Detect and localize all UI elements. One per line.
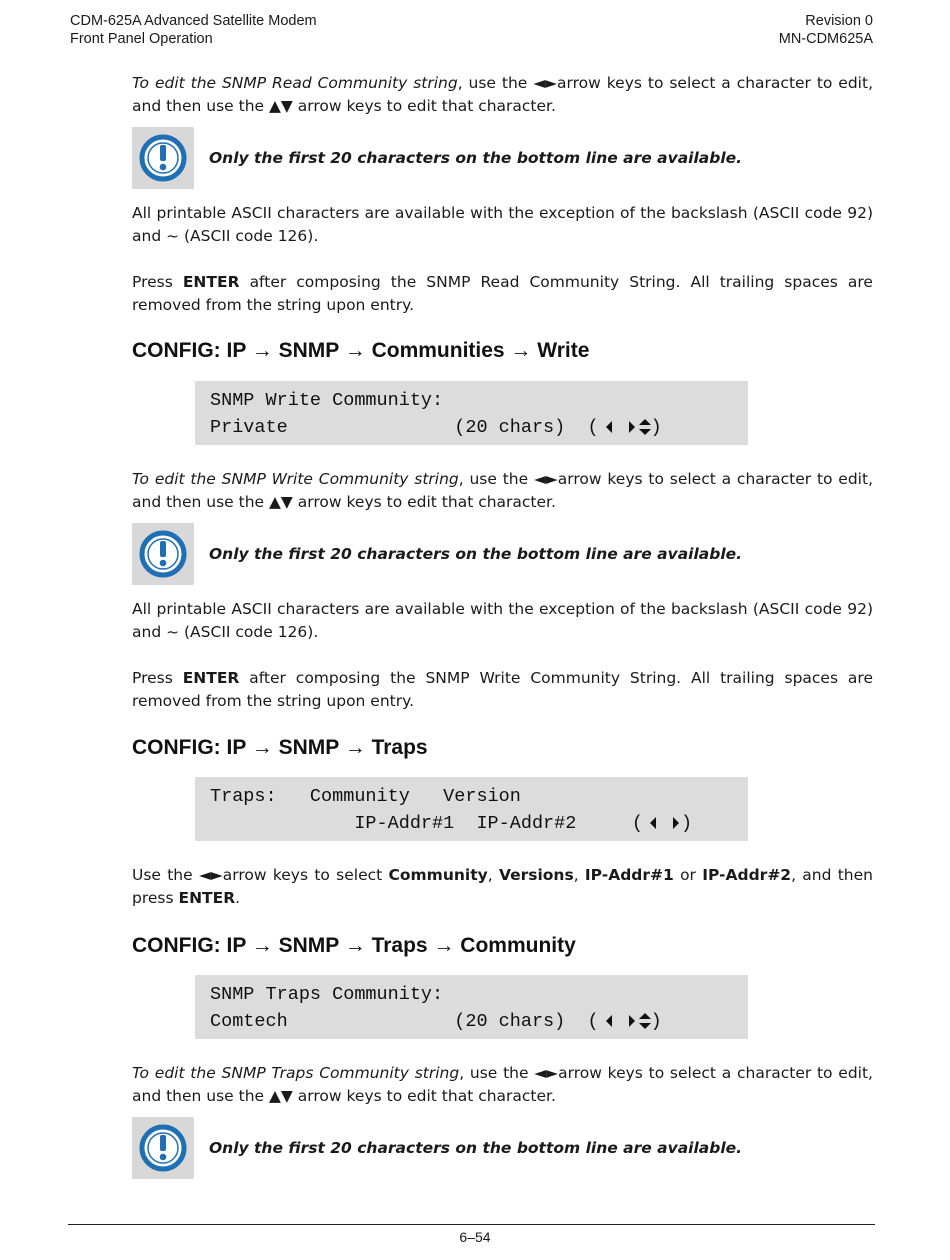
header-revision: Revision 0 <box>805 13 873 29</box>
read-edit-instructions: To edit the SNMP Read Community string, use the ◄►arrow keys to select a character to edit, and then use the ▲▼ arrow keys to edit that character. <box>132 74 873 115</box>
page-header <box>70 12 873 48</box>
write-edit-instructions: To edit the SNMP Write Community string, use the ◄►arrow keys to select a character to edit, and then use the ▲▼ arrow keys to edit that character. <box>132 470 873 511</box>
important-icon <box>132 523 194 585</box>
lcd-line1: Traps: Community Version <box>210 786 521 807</box>
traps-edit-instructions: To edit the SNMP Traps Community string, use the ◄►arrow keys to select a character to edit, and then use the ▲▼ arrow keys to edit that character. <box>132 1064 873 1105</box>
ascii-text: All printable ASCII characters are available with the exception of the backslash (ASCII code 92) and ~ (ASCII code 126). <box>132 204 873 245</box>
header-doc-title: CDM-625A Advanced Satellite Modem <box>70 13 317 29</box>
heading-traps: CONFIG: IP → SNMP → Traps <box>132 736 428 759</box>
note-text: Only the first 20 characters on the bottom line are available. <box>209 544 743 563</box>
traps-select-text: Use the ◄►arrow keys to select Community, Versions, IP-Addr#1 or IP-Addr#2, and then press ENTER. <box>132 866 873 907</box>
footer-rule <box>68 1224 875 1225</box>
important-icon <box>132 1117 194 1179</box>
arrow-keys-lr-icon <box>649 810 681 837</box>
important-icon <box>132 127 194 189</box>
press-enter-text: Press ENTER after composing the SNMP Write Community String. All trailing spaces are removed from the string upon entry. <box>132 669 873 710</box>
lcd-write-community <box>195 381 748 445</box>
press-enter-text: Press ENTER after composing the SNMP Read Community String. All trailing spaces are removed from the string upon entry. <box>132 273 873 314</box>
lcd-line2: Private (20 chars) ( ) <box>210 414 748 441</box>
header-chapter: Front Panel Operation <box>70 31 213 47</box>
lcd-line2: Comtech (20 chars) ( ) <box>210 1008 748 1035</box>
page-number: 6–54 <box>459 1229 491 1245</box>
lcd-line1: SNMP Traps Community: <box>210 984 444 1005</box>
arrow-keys-4way-icon <box>605 1008 651 1035</box>
note-write <box>132 522 873 586</box>
note-traps <box>132 1116 873 1180</box>
arrow-keys-4way-icon <box>605 414 651 441</box>
note-text: Only the first 20 characters on the bottom line are available. <box>209 1138 743 1157</box>
lcd-line2: IP-Addr#1 IP-Addr#2 ( ) <box>210 810 748 837</box>
lcd-traps-community <box>195 975 748 1039</box>
page-content <box>132 72 873 1192</box>
note-read <box>132 126 873 190</box>
lcd-traps <box>195 777 748 841</box>
heading-write-community: CONFIG: IP → SNMP → Communities → Write <box>132 339 590 362</box>
heading-traps-community: CONFIG: IP → SNMP → Traps → Community <box>132 934 576 957</box>
note-text: Only the first 20 characters on the bottom line are available. <box>209 148 743 167</box>
ascii-text: All printable ASCII characters are available with the exception of the backslash (ASCII code 92) and ~ (ASCII code 126). <box>132 600 873 641</box>
header-doc-number: MN-CDM625A <box>778 31 873 47</box>
lcd-line1: SNMP Write Community: <box>210 390 444 411</box>
